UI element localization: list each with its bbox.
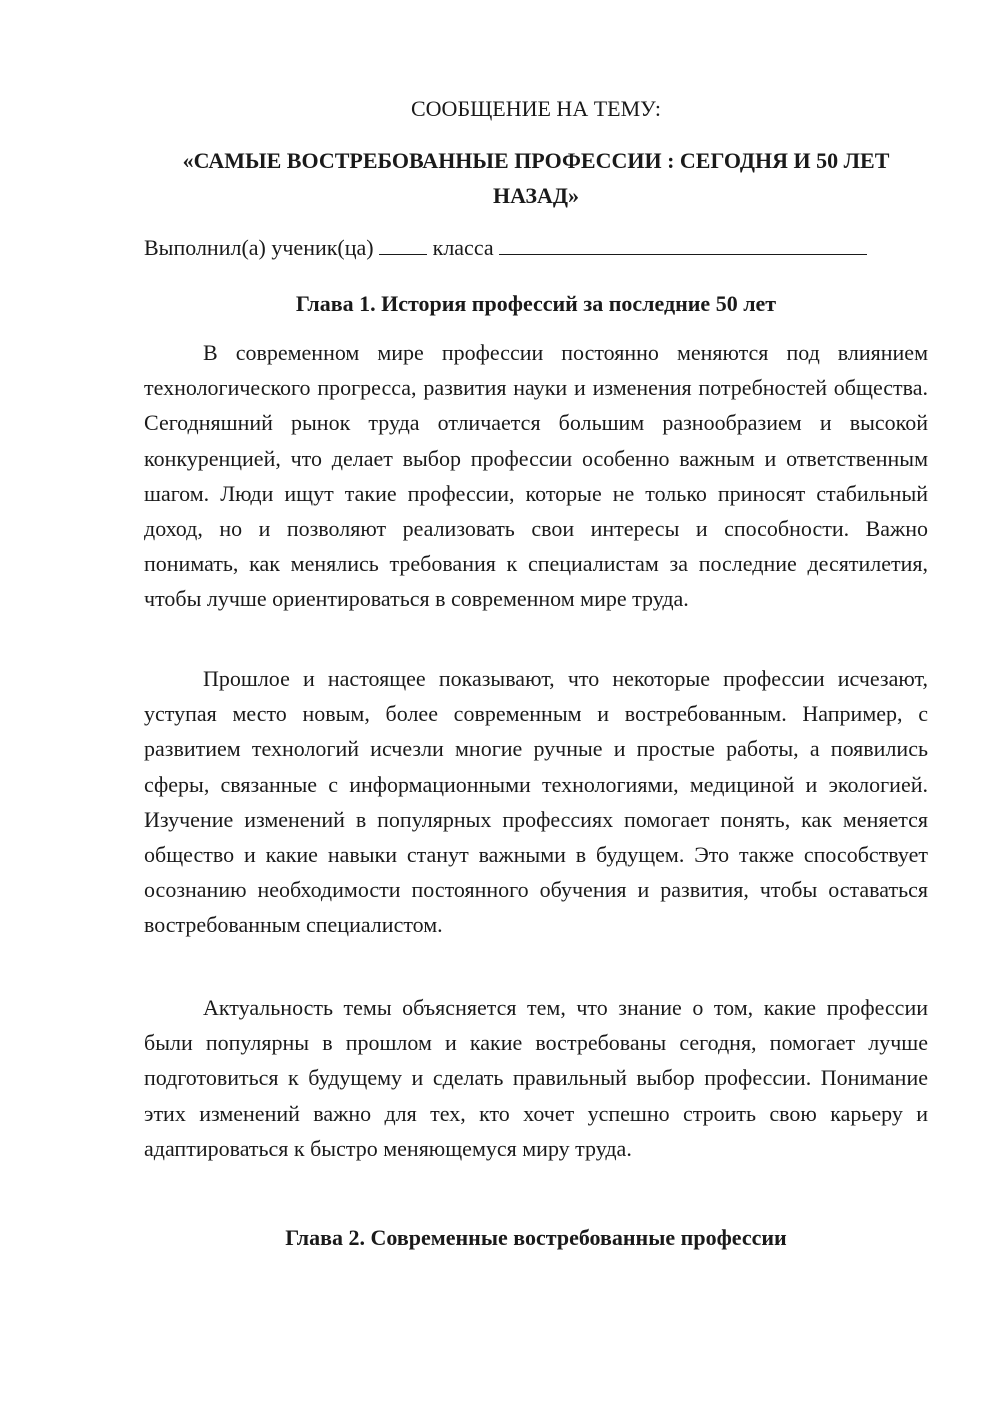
topic-line: СООБЩЕНИЕ НА ТЕМУ: [411,96,661,121]
grade-blank-field [379,232,427,255]
paragraph-3: Актуальность темы объясняется тем, что знание о том, какие профессии были популярны в прошлом и какие востребованы сегодня, помогает лучше подготовиться к будущему и сделать правильный выбор профессии. Понимание этих изменений важно для тех, кто хочет успешно строить свою карьеру и адаптироваться к быстро меняющемуся миру труда. [144,995,928,1161]
author-line [144,232,928,263]
document-title: «САМЫЕ ВОСТРЕБОВАННЫЕ ПРОФЕССИИ : СЕГОДНЯ И 50 ЛЕТ НАЗАД» [182,148,890,208]
paragraph-2: Прошлое и настоящее показывают, что некоторые профессии исчезают, уступая место новым, более современным и востребованным. Например, с развитием технологий исчезли многие ручные и простые работы, а появились сферы, связанные с информационными технологиями, медициной и экологией. Изучение изменений в популярных профессиях помогает понять, как меняется общество и какие навыки станут важными в будущем. Это также способствует осознанию необходимости постоянного обучения и развития, чтобы оставаться востребованным специалистом. [144,666,928,938]
author-label: Выполнил(а) ученик(ца) [144,235,374,260]
class-blank-field [499,232,867,255]
paragraph-1: В современном мире профессии постоянно меняются под влиянием технологического прогресса, развития науки и изменения потребностей общества. Сегодняшний рынок труда отличается большим разнообразием и высокой конкуренцией, что делает выбор профессии особенно важным и ответственным шагом. Люди ищут такие профессии, которые не только приносят стабильный доход, но и позволяют реализовать свои интересы и способности. Важно понимать, как менялись требования к специалистам за последние десятилетия, чтобы лучше ориентироваться в современном мире труда. [144,340,928,612]
chapter-1-heading: Глава 1. История профессий за последние 50 лет [295,291,777,316]
class-label: класса [432,235,494,260]
chapter-2-heading: Глава 2. Современные востребованные профессии [285,1225,787,1250]
